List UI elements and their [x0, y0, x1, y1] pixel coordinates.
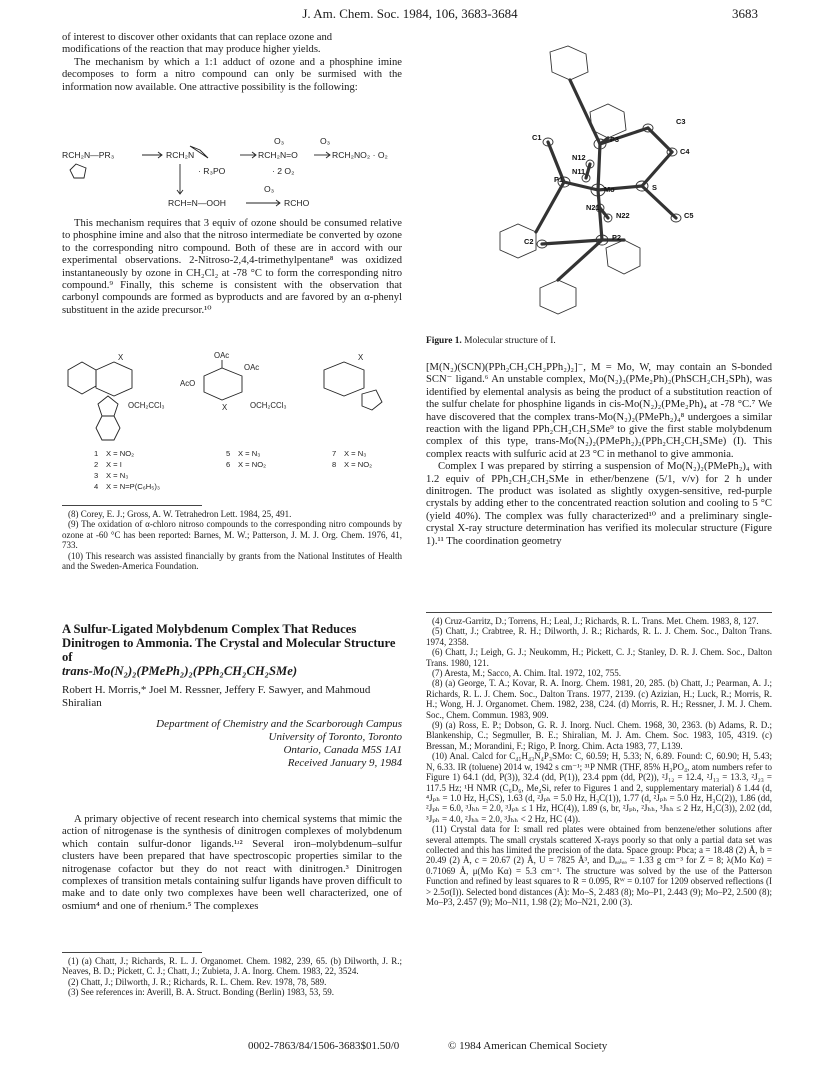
compound-1-x: X = NO₂ [106, 449, 135, 458]
para-preparation: Complex I was prepared by stirring a suspension of Mo(N₂)₂(PMePh₂)₄ with 1.2 equiv of PPh₂CH₂CH₂SMe in ether/benzene (5/1, v/v) for 2 h under dinitrogen. The product was isolated as slightly oxygen-sensitive, red-purple crystals by adding ether to the concentrated reaction solution and cooling to 5 °C (yield 40%). The complex was fully characterized¹⁰ and a preliminary single-crystal X-ray structure determination has verified its molecular structure (Figure 1).¹¹ The coordination geometry [426, 461, 772, 547]
compound-4-x: X = N=P(C₆H₅)₃ [106, 482, 160, 491]
mechanism-scheme [62, 118, 402, 210]
aco-label: AcO [180, 379, 196, 388]
running-header [0, 6, 820, 24]
para-complexes: [M(N₂)(SCN)(PPh₂CH₂CH₂PPh₂)₂]⁻, M = Mo, W, may contain an S-bonded SCN⁻ ligand.⁶ An unstable complex, Mo(N₂)₂(PMe₂Ph)₂(PhSCH₂CH₂SPh), was identified by elemental analysis as being the product of a substitution reaction of the sulfur chelate for phosphine ligands in cis-Mo(N₂)₂(PMe₂Ph)₄ at -78 °C.⁷ We have discovered that the complex trans-Mo(N₂)₂(PMePh₂)₄⁸ undergoes a similar reaction with the ligand PPh₂CH₂CH₂SMe⁹ to give the first stable molybdenum complex of this type, trans-Mo(N₂)₂(PMePh₂)₂(PPh₂CH₂CH₂SMe) (I). This complex reacts with sulfuric acid at 23 °C in methanol to give ammonia. [426, 362, 772, 460]
figure-atom-label: N22 [616, 211, 630, 220]
compound-3-x: X = N₃ [106, 471, 129, 480]
benzene-ring-1 [96, 416, 120, 440]
compound-8-x: X = NO₂ [344, 460, 373, 469]
scheme-aldehyde: RCHO [284, 198, 310, 208]
compound-7-ring [324, 362, 364, 396]
footnote-5: (5) Chatt, J.; Crabtree, R. H.; Dilworth, J. R.; Richards, R. L. J. Chem. Soc., Dalton Trans. 1974, 2358. [426, 626, 772, 647]
para-mechanism: The mechanism by which a 1:1 adduct of ozone and a phosphine imine decomposes to form a nitro compound can only be surmised with the information now available. One attractive possibility is the following: [62, 56, 402, 93]
footnotes-1-3 [62, 952, 402, 998]
affiliation-location: Ontario, Canada M5S 1A1 [283, 744, 402, 756]
affiliation-dept: Department of Chemistry and the Scarborough Campus [156, 718, 402, 730]
page-number: 3683 [732, 6, 758, 21]
footnote-10-anal: (10) Anal. Calcd for C₄₁H₄₃N₄P₃SMo: C, 60.59; H, 5.33; N, 6.89. Found: C, 60.90; H, 5.43; N, 6.33. IR (toluene) 2014 w, 1942 s cm⁻¹; ³¹P NMR (THF, 85% H₃PO₄, atom numbers refer to Figure 1) 64.1 (dd, P(3)), 32.4 (dd, P(1)), 23.4 ppm (dd, P(2)), ²J₁₂ = 12.4, ²J₁₃ = 13.3, ²J₂₃ = 117.5 Hz; ¹H NMR (C₆D₆, Me₄Si, refer to Figures 1 and 2, supplementary material) δ 1.44 (d, ⁴Jₚₕ = 1.0 Hz, H₃CS), 1.63 (d, ²Jₚₕ = 5.0 Hz, H₃C(1)), 1.77 (d, ²Jₚₕ = 5.0 Hz, H₃C(2)), 1.86 (dd, ²Jₚₕ = 6.0, ³Jₕₕ = 2.0, ³Jₚₕ ≤ 1 Hz, HC(4)), 1.89 (s, br, ²Jₚₕ, ²Jₕₕ, ³Jₕₕ ≤ 2 Hz, H₂C(3)), 2.02 (dd, ³Jₚₕ = 4.0, ²Jₕₕ = 2.0, ³Jₕₕ < 2 Hz, HC (4)). [426, 751, 772, 824]
article-authors: Robert H. Morris,* Joel M. Ressner, Jeffery F. Sawyer, and Mahmoud Shiralian [62, 684, 371, 709]
compound-5-ring [204, 368, 242, 400]
journal-citation: J. Am. Chem. Soc. 1984, 106, 3683-3684 [302, 6, 518, 21]
figure-atom-label: N12 [572, 153, 586, 162]
scheme-hydroperoxide: RCH=N—OOH [168, 198, 227, 208]
left-column-2 [62, 218, 402, 317]
compound-1-ring-a [68, 362, 96, 394]
para-objective: A primary objective of recent research into chemical systems that mimic the action of nitrogenase is the synthesis of dinitrogen complexes of molybdenum which contain sulfur-donor ligands.¹ʴ² Several iron–molybdenum–sulfur clusters have been prepared that have spectroscopic properties similar to the nitrogenase cofactor but they do not react with dinitrogen.³ Dinitrogen complexes of transition metals containing sulfur ligands have proven difficult to make and to date only two complexes have been well characterized, one of osmium⁴ and one of rhenium.⁵ The complexes [62, 814, 402, 912]
figure-atom-label: N21 [586, 203, 600, 212]
x-label-1: X [118, 353, 124, 362]
compound-4-number: 4 [94, 482, 99, 491]
article-header [62, 622, 402, 770]
scheme-o3-label-1: O₃ [274, 136, 285, 146]
figure-atom-label: C5 [684, 211, 694, 220]
scheme-reactant: RCH₂N—PR₃ [62, 150, 115, 160]
scheme-byproduct-2: · 2 O₂ [272, 166, 295, 176]
left-column [62, 32, 402, 94]
footnote-9-refs: (9) (a) Ross, E. P.; Dobson, G. R. J. Inorg. Nucl. Chem. 1968, 30, 2363. (b) Adams, R. D.; Blankenship, C.; Segmuller, B. E.; Shiralian, M. J. Am. Chem. Soc. 1983, 105, 4319. (c) Bressan, M.; Morandini, F.; Rigo, P. Inorg. Chim. Acta 1983, 77, L139. [426, 720, 772, 751]
footnote-8: (8) Corey, E. J.; Gross, A. W. Tetrahedron Lett. 1984, 25, 491. [68, 509, 292, 519]
footnote-2: (2) Chatt, J.; Dilworth, J. R.; Richards, R. L. Chem. Rev. 1978, 78, 589. [68, 976, 327, 987]
publication-code: 0002-7863/84/1506-3683$01.50/0 [248, 1040, 400, 1052]
compound-6-x: X = NO₂ [238, 460, 267, 469]
figure-atom-label: C4 [680, 147, 690, 156]
footnotes-4-11 [426, 612, 772, 907]
scheme-nitroso: RCH₂N=O [258, 150, 298, 160]
compound-8-number: 8 [332, 460, 337, 469]
scheme-nitro: RCH₂NO₂ · O₂ [332, 150, 388, 160]
phenyl-ring-p2 [606, 240, 640, 274]
phenyl-ring-top [550, 46, 588, 80]
compound-5-number: 5 [226, 449, 231, 458]
compound-3-number: 3 [94, 471, 99, 480]
intro-line-1: of interest to discover other oxidants that can replace ozone and [62, 32, 333, 43]
ozonide-ring [70, 164, 86, 178]
article-body-right [426, 362, 772, 548]
para-requires: This mechanism requires that 3 equiv of ozone should be consumed relative to phosphine imine and also that the nitroso intermediate be converted by ozone to the corresponding nitro compound. Both of these are in accord with our experimental observations. 2-Nitroso-2,4,4-trimethylpentane⁸ was oxidized instantaneously by ozone in CH₂Cl₂ at -78 °C to form the corresponding nitro compound.⁹ Finally, this scheme is consistent with the observation that carbonyl compounds are formed as byproducts and are favored by an α-phenyl substituent in the azide precursor.¹⁰ [62, 218, 402, 316]
footnote-1: (1) (a) Chatt, J.; Richards, R. L. J. Organomet. Chem. 1982, 239, 65. (b) Dilworth, J. R.; Neaves, B. D.; Pickett, C. J.; Chatt, J.; Zubieta, J. A. Inorg. Chem. 1983, 22, 3524. [62, 956, 402, 977]
x-label-5: X [222, 403, 228, 412]
figure-atom-label: C3 [676, 117, 686, 126]
och2ccl3-label-2: OCH₂CCl₃ [250, 401, 287, 410]
compound-7-x: X = N₃ [344, 449, 367, 458]
figure-atom-label: C1 [532, 133, 542, 142]
footnote-7: (7) Aresta, M.; Sacco, A. Chim. Ital. 1972, 102, 755. [432, 668, 621, 679]
intro-line-2: modifications of the reaction that may produce higher yields. [62, 44, 321, 56]
phthalimide-ring [98, 396, 118, 416]
footnote-3: (3) See references in: Averill, B. A. Struct. Bonding (Berlin) 1983, 53, 59. [68, 987, 335, 998]
compound-1-ring-b [96, 362, 132, 396]
footnote-10: (10) This research was assisted financially by grants from the National Institutes of Health and the Sweden-America Foundation. [62, 550, 402, 572]
scheme-o3-label-2: O₃ [320, 136, 331, 146]
compound-7-number: 7 [332, 449, 337, 458]
figure-atom-label: P3 [610, 135, 620, 144]
footnote-8-refs: (8) (a) George, T. A.; Kovar, R. A. Inorg. Chem. 1981, 20, 285. (b) Chatt, J.; Pearman, A. J.; Richards, R. L. J. Chem. Soc., Dalton Trans. 1977, 2139. (c) Azizian, H.; Luck, R.; Morris, R. H.; Wong, H. J. Organomet. Chem. 1982, 238, C24. (d) Morris, R. H.; Ressner, J. M. J. Chem. Soc., Chem. Commun. 1983, 909. [426, 678, 772, 720]
compound-7-acetonide [362, 390, 382, 410]
figure-caption [426, 336, 772, 347]
figure-atom-label: S [652, 183, 657, 192]
compound-5-x: X = N₃ [238, 449, 261, 458]
compound-1-number: 1 [94, 449, 99, 458]
figure-atom-label: P1 [554, 175, 564, 184]
figure-atom-label: N11 [572, 167, 586, 176]
figure-atom-label: C2 [524, 237, 534, 246]
compound-structures [62, 348, 402, 491]
phenyl-ring-bottom [540, 280, 576, 314]
scheme-o3-label-3: O₃ [264, 184, 275, 194]
figure-label: Figure 1. [426, 336, 462, 346]
article-title: A Sulfur-Ligated Molybdenum Complex That Reduces Dinitrogen to Ammonia. The Crystal and Molecular Structure of [62, 622, 396, 664]
footnotes-8-10 [62, 505, 402, 571]
scheme-byproduct-1: · R₃PO [198, 166, 226, 176]
oac-label-2: OAc [244, 363, 260, 372]
och2ccl3-label-1: OCH₂CCl₃ [128, 401, 165, 410]
figure-atom-label: P2 [612, 233, 622, 242]
scheme-adduct: RCH₂N [166, 150, 195, 160]
affiliation [62, 718, 402, 770]
figure-caption-text: Molecular structure of I. [464, 336, 556, 346]
oac-label-1: OAc [214, 351, 230, 360]
copyright: © 1984 American Chemical Society [448, 1040, 608, 1052]
compound-6-number: 6 [226, 460, 231, 469]
x-label-7: X [358, 353, 364, 362]
received-date: Received January 9, 1984 [287, 757, 402, 769]
affiliation-univ: University of Toronto, Toronto [268, 731, 402, 743]
footnote-4: (4) Cruz-Garritz, D.; Torrens, H.; Leal, J.; Richards, R. L. Trans. Met. Chem. 1983, 8, 127. [432, 616, 759, 626]
molecular-structure-figure [440, 32, 770, 322]
footnote-9: (9) The oxidation of α-chloro nitroso compounds to the corresponding nitro compounds by ozone at -60 °C has been reported: Barnes, M. W.; Patterson, J. M. J. Org. Chem. 1976, 41, 733. [62, 519, 402, 551]
article-formula: trans-Mo(N₂)₂(PMePh₂)₂(PPh₂CH₂CH₂SMe) [62, 664, 298, 678]
compound-2-number: 2 [94, 460, 99, 469]
footnote-11-crystal: (11) Crystal data for I: small red plates were obtained from benzene/ether solutions after several attempts. The small crystals scattered X-rays poorly so that only a partial data set was collected and this has limited the precision of the data. Space group: Pbca; a = 18.48 (2) Å, b = 20.49 (2) Å, c = 20.67 (2) Å, U = 7825 Å³, and Dₑₐₗₑₔ = 1.33 g cm⁻³ for Z = 8; λ(Mo Kα) = 0.71069 Å, μ(Mo Kα) = 5.3 cm⁻¹. The structure was solved by the use of the Patterson Function and refined by least squares to R = 0.095, Rᵂ = 0.107 for 1209 observed reflections (I > 2.5σ(I)). Selected bond distances (Å): Mo–S, 2.483 (8); Mo–P1, 2.443 (9); Mo–P2, 2.500 (8); Mo–P3, 2.457 (9); Mo–N11, 1.98 (2); Mo–N21, 2.00 (3). [426, 824, 772, 907]
figure-atom-label: Mo [604, 185, 615, 194]
compound-2-x: X = I [106, 460, 122, 469]
footnote-6: (6) Chatt, J.; Leigh, G. J.; Neukomm, H.; Pickett, C. J.; Stanley, D. R. J. Chem. Soc., Dalton Trans. 1980, 121. [426, 647, 772, 668]
article-body-left [62, 814, 402, 913]
